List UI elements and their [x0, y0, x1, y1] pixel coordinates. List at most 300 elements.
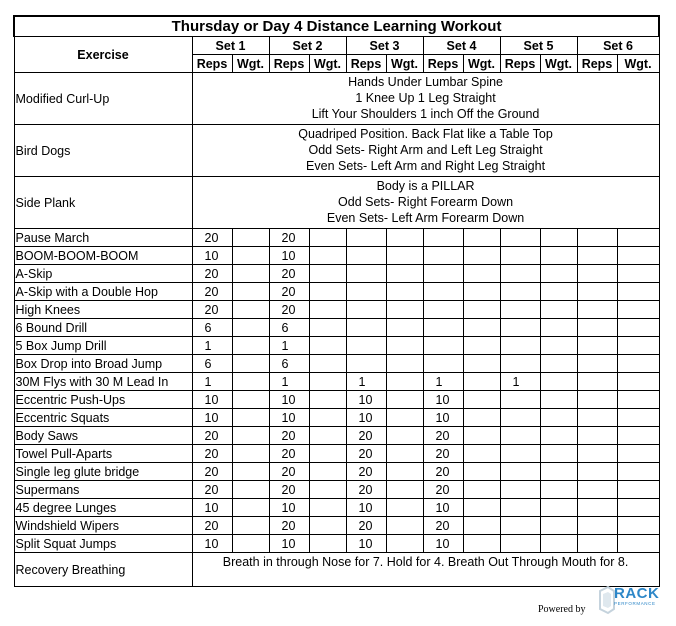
set-3-weight-cell	[386, 247, 423, 265]
set-2-reps-cell: 10	[269, 391, 309, 409]
set-1-weight-cell	[232, 229, 269, 247]
exercise-column-header: Exercise	[14, 37, 192, 73]
set-5-weight-cell	[540, 517, 577, 535]
exercise-name: Supermans	[14, 481, 192, 499]
set-1-reps-cell: 20	[192, 265, 232, 283]
exercise-name: High Knees	[14, 301, 192, 319]
exercise-name: Windshield Wipers	[14, 517, 192, 535]
footer	[538, 583, 663, 619]
weight-header: Wgt.	[232, 55, 269, 73]
set-4-reps-cell	[423, 337, 463, 355]
exercise-name: Towel Pull-Aparts	[14, 445, 192, 463]
reps-header: Reps	[500, 55, 540, 73]
exercise-row	[14, 391, 659, 409]
set-6-weight-cell	[617, 409, 659, 427]
set-1-reps-cell: 6	[192, 319, 232, 337]
set-5-reps-cell	[500, 337, 540, 355]
set-4-reps-cell	[423, 355, 463, 373]
set-4-reps-cell: 20	[423, 463, 463, 481]
set-3-reps-cell	[346, 337, 386, 355]
set-4-reps-cell: 20	[423, 427, 463, 445]
set-3-weight-cell	[386, 319, 423, 337]
reps-header: Reps	[577, 55, 617, 73]
set-1-weight-cell	[232, 337, 269, 355]
set-4-weight-cell	[463, 427, 500, 445]
exercise-name: Eccentric Push-Ups	[14, 391, 192, 409]
set-1-weight-cell	[232, 301, 269, 319]
set-5-reps-cell	[500, 481, 540, 499]
set-5-weight-cell	[540, 283, 577, 301]
exercise-row	[14, 463, 659, 481]
set-2-reps-cell: 6	[269, 355, 309, 373]
set-1-weight-cell	[232, 373, 269, 391]
set-2-weight-cell	[309, 499, 346, 517]
set-2-weight-cell	[309, 283, 346, 301]
set-4-reps-cell: 20	[423, 445, 463, 463]
set-2-weight-cell	[309, 337, 346, 355]
set-6-weight-cell	[617, 535, 659, 553]
set-2-weight-cell	[309, 355, 346, 373]
set-1-reps-cell: 20	[192, 463, 232, 481]
set-1-weight-cell	[232, 481, 269, 499]
set-3-weight-cell	[386, 499, 423, 517]
set-2-weight-cell	[309, 265, 346, 283]
set-6-weight-cell	[617, 445, 659, 463]
exercise-name: Modified Curl-Up	[14, 73, 192, 125]
set-2-reps-cell: 20	[269, 463, 309, 481]
set-2-weight-cell	[309, 481, 346, 499]
exercise-name: Side Plank	[14, 177, 192, 229]
set-3-reps-cell: 1	[346, 373, 386, 391]
set-1-reps-cell: 20	[192, 481, 232, 499]
set-3-header: Set 3	[346, 37, 423, 55]
set-2-header: Set 2	[269, 37, 346, 55]
set-5-reps-cell	[500, 463, 540, 481]
set-3-reps-cell: 10	[346, 535, 386, 553]
set-5-weight-cell	[540, 481, 577, 499]
set-4-reps-cell: 20	[423, 517, 463, 535]
set-2-weight-cell	[309, 247, 346, 265]
reps-header: Reps	[192, 55, 232, 73]
set-5-weight-cell	[540, 355, 577, 373]
exercise-row	[14, 229, 659, 247]
set-1-weight-cell	[232, 445, 269, 463]
exercise-name: A-Skip with a Double Hop	[14, 283, 192, 301]
set-1-reps-cell: 10	[192, 535, 232, 553]
set-2-weight-cell	[309, 463, 346, 481]
set-5-weight-cell	[540, 247, 577, 265]
set-6-weight-cell	[617, 301, 659, 319]
exercise-name: Body Saws	[14, 427, 192, 445]
set-4-weight-cell	[463, 409, 500, 427]
exercise-name: Pause March	[14, 229, 192, 247]
set-2-weight-cell	[309, 445, 346, 463]
set-1-weight-cell	[232, 427, 269, 445]
set-3-weight-cell	[386, 427, 423, 445]
set-1-weight-cell	[232, 319, 269, 337]
set-4-weight-cell	[463, 373, 500, 391]
set-3-reps-cell: 10	[346, 391, 386, 409]
set-1-weight-cell	[232, 247, 269, 265]
note-row	[14, 177, 659, 229]
set-4-reps-cell: 10	[423, 409, 463, 427]
set-4-reps-cell: 10	[423, 499, 463, 517]
instruction-line: Even Sets- Left Arm and Right Leg Straight	[306, 159, 546, 173]
set-6-reps-cell	[577, 283, 617, 301]
set-1-reps-cell: 1	[192, 337, 232, 355]
set-2-reps-cell: 20	[269, 481, 309, 499]
set-5-weight-cell	[540, 319, 577, 337]
set-5-reps-cell	[500, 499, 540, 517]
set-6-reps-cell	[577, 391, 617, 409]
set-3-weight-cell	[386, 481, 423, 499]
set-3-reps-cell	[346, 355, 386, 373]
set-6-weight-cell	[617, 337, 659, 355]
exercise-row	[14, 355, 659, 373]
set-2-reps-cell: 1	[269, 337, 309, 355]
set-3-weight-cell	[386, 265, 423, 283]
set-1-reps-cell: 20	[192, 283, 232, 301]
set-2-weight-cell	[309, 409, 346, 427]
set-2-reps-cell: 20	[269, 283, 309, 301]
exercise-row	[14, 301, 659, 319]
set-1-reps-cell: 20	[192, 301, 232, 319]
set-4-weight-cell	[463, 463, 500, 481]
exercise-row	[14, 337, 659, 355]
set-1-weight-cell	[232, 265, 269, 283]
set-6-reps-cell	[577, 319, 617, 337]
set-3-reps-cell: 20	[346, 427, 386, 445]
set-5-weight-cell	[540, 337, 577, 355]
exercise-row	[14, 481, 659, 499]
set-5-reps-cell	[500, 427, 540, 445]
set-4-weight-cell	[463, 319, 500, 337]
exercise-row	[14, 373, 659, 391]
set-4-reps-cell	[423, 283, 463, 301]
set-1-reps-cell: 1	[192, 373, 232, 391]
exercise-name: Bird Dogs	[14, 125, 192, 177]
set-6-weight-cell	[617, 427, 659, 445]
set-4-weight-cell	[463, 283, 500, 301]
set-3-reps-cell: 20	[346, 481, 386, 499]
set-4-reps-cell	[423, 265, 463, 283]
exercise-name: Recovery Breathing	[14, 553, 192, 587]
set-5-reps-cell	[500, 355, 540, 373]
set-6-reps-cell	[577, 373, 617, 391]
exercise-name: Box Drop into Broad Jump	[14, 355, 192, 373]
set-3-weight-cell	[386, 409, 423, 427]
set-5-weight-cell	[540, 499, 577, 517]
set-3-reps-cell	[346, 283, 386, 301]
set-3-weight-cell	[386, 445, 423, 463]
set-3-reps-cell	[346, 319, 386, 337]
set-4-weight-cell	[463, 499, 500, 517]
exercise-row	[14, 445, 659, 463]
exercise-name: A-Skip	[14, 265, 192, 283]
reps-header: Reps	[423, 55, 463, 73]
set-3-weight-cell	[386, 463, 423, 481]
exercise-row	[14, 247, 659, 265]
set-1-header: Set 1	[192, 37, 269, 55]
set-1-weight-cell	[232, 391, 269, 409]
set-2-weight-cell	[309, 517, 346, 535]
exercise-name: 45 degree Lunges	[14, 499, 192, 517]
set-1-weight-cell	[232, 517, 269, 535]
set-6-weight-cell	[617, 463, 659, 481]
exercise-name: 5 Box Jump Drill	[14, 337, 192, 355]
set-5-weight-cell	[540, 445, 577, 463]
instruction-line: Odd Sets- Right Forearm Down	[338, 195, 514, 209]
set-2-reps-cell: 20	[269, 301, 309, 319]
set-6-weight-cell	[617, 481, 659, 499]
set-4-weight-cell	[463, 301, 500, 319]
set-4-weight-cell	[463, 355, 500, 373]
exercise-row	[14, 265, 659, 283]
set-3-reps-cell	[346, 265, 386, 283]
exercise-name: 6 Bound Drill	[14, 319, 192, 337]
set-5-reps-cell: 1	[500, 373, 540, 391]
set-6-reps-cell	[577, 517, 617, 535]
weight-header: Wgt.	[463, 55, 500, 73]
set-3-reps-cell	[346, 301, 386, 319]
instruction-line: Quadriped Position. Back Flat like a Table Top	[298, 127, 553, 141]
set-2-reps-cell: 10	[269, 499, 309, 517]
set-4-reps-cell	[423, 229, 463, 247]
set-5-weight-cell	[540, 463, 577, 481]
exercise-instructions	[192, 73, 659, 125]
set-1-reps-cell: 10	[192, 409, 232, 427]
reps-header: Reps	[346, 55, 386, 73]
set-6-reps-cell	[577, 355, 617, 373]
set-5-reps-cell	[500, 247, 540, 265]
set-6-reps-cell	[577, 229, 617, 247]
instruction-line: Hands Under Lumbar Spine	[348, 75, 504, 89]
set-3-reps-cell: 20	[346, 517, 386, 535]
set-4-weight-cell	[463, 445, 500, 463]
set-4-header: Set 4	[423, 37, 500, 55]
instruction-line: Lift Your Shoulders 1 inch Off the Ground	[311, 107, 540, 121]
exercise-row	[14, 427, 659, 445]
set-6-weight-cell	[617, 283, 659, 301]
set-1-reps-cell: 20	[192, 517, 232, 535]
set-5-reps-cell	[500, 391, 540, 409]
set-5-reps-cell	[500, 283, 540, 301]
set-2-reps-cell: 20	[269, 229, 309, 247]
exercise-row	[14, 283, 659, 301]
exercise-instructions	[192, 177, 659, 229]
exercise-name: Eccentric Squats	[14, 409, 192, 427]
set-3-weight-cell	[386, 229, 423, 247]
set-4-weight-cell	[463, 535, 500, 553]
set-6-reps-cell	[577, 337, 617, 355]
weight-header: Wgt.	[309, 55, 346, 73]
set-5-weight-cell	[540, 391, 577, 409]
set-3-reps-cell: 20	[346, 463, 386, 481]
set-1-reps-cell: 10	[192, 391, 232, 409]
rack-logo-subtitle: PERFORMANCE	[614, 601, 656, 606]
set-2-weight-cell	[309, 391, 346, 409]
set-6-weight-cell	[617, 391, 659, 409]
set-6-reps-cell	[577, 481, 617, 499]
set-5-header: Set 5	[500, 37, 577, 55]
instruction-line: Odd Sets- Right Arm and Left Leg Straight	[308, 143, 543, 157]
set-2-reps-cell: 20	[269, 427, 309, 445]
set-3-weight-cell	[386, 355, 423, 373]
set-6-reps-cell	[577, 247, 617, 265]
set-4-weight-cell	[463, 517, 500, 535]
set-3-weight-cell	[386, 373, 423, 391]
exercise-row	[14, 499, 659, 517]
set-5-reps-cell	[500, 301, 540, 319]
exercise-name: Single leg glute bridge	[14, 463, 192, 481]
set-2-reps-cell: 10	[269, 535, 309, 553]
set-2-weight-cell	[309, 373, 346, 391]
set-3-weight-cell	[386, 283, 423, 301]
set-1-weight-cell	[232, 535, 269, 553]
instruction-line: Even Sets- Left Arm Forearm Down	[326, 211, 525, 225]
set-3-weight-cell	[386, 391, 423, 409]
set-5-reps-cell	[500, 319, 540, 337]
set-4-reps-cell: 10	[423, 535, 463, 553]
exercise-name: Split Squat Jumps	[14, 535, 192, 553]
set-1-weight-cell	[232, 355, 269, 373]
recovery-instructions: Breath in through Nose for 7. Hold for 4. Breath Out Through Mouth for 8.	[192, 553, 659, 587]
set-4-reps-cell	[423, 301, 463, 319]
set-2-reps-cell: 20	[269, 517, 309, 535]
set-5-reps-cell	[500, 229, 540, 247]
set-3-weight-cell	[386, 301, 423, 319]
workout-title: Thursday or Day 4 Distance Learning Workout	[14, 16, 659, 37]
set-3-reps-cell	[346, 247, 386, 265]
weight-header: Wgt.	[540, 55, 577, 73]
set-5-weight-cell	[540, 427, 577, 445]
set-2-weight-cell	[309, 301, 346, 319]
instruction-line: Body is a PILLAR	[376, 179, 475, 193]
set-1-weight-cell	[232, 409, 269, 427]
instruction-line: 1 Knee Up 1 Leg Straight	[355, 91, 496, 105]
set-5-weight-cell	[540, 265, 577, 283]
set-1-reps-cell: 20	[192, 445, 232, 463]
exercise-row	[14, 535, 659, 553]
set-4-weight-cell	[463, 247, 500, 265]
recovery-row	[14, 553, 659, 587]
set-6-reps-cell	[577, 535, 617, 553]
set-6-weight-cell	[617, 517, 659, 535]
exercise-instructions	[192, 125, 659, 177]
set-2-reps-cell: 20	[269, 265, 309, 283]
exercise-row	[14, 409, 659, 427]
set-1-weight-cell	[232, 463, 269, 481]
set-4-weight-cell	[463, 265, 500, 283]
set-1-reps-cell: 10	[192, 247, 232, 265]
set-6-reps-cell	[577, 265, 617, 283]
set-6-weight-cell	[617, 355, 659, 373]
set-4-weight-cell	[463, 391, 500, 409]
set-3-reps-cell: 20	[346, 445, 386, 463]
set-3-reps-cell	[346, 229, 386, 247]
set-4-weight-cell	[463, 229, 500, 247]
set-header-row	[14, 37, 659, 55]
rack-logo-word: RACK	[614, 585, 660, 602]
set-1-weight-cell	[232, 283, 269, 301]
set-2-reps-cell: 20	[269, 445, 309, 463]
set-6-weight-cell	[617, 319, 659, 337]
set-2-reps-cell: 10	[269, 409, 309, 427]
set-6-reps-cell	[577, 409, 617, 427]
set-6-weight-cell	[617, 499, 659, 517]
set-6-weight-cell	[617, 373, 659, 391]
set-2-reps-cell: 10	[269, 247, 309, 265]
workout-table	[13, 15, 660, 587]
set-4-reps-cell: 20	[423, 481, 463, 499]
exercise-name: BOOM-BOOM-BOOM	[14, 247, 192, 265]
set-6-reps-cell	[577, 301, 617, 319]
set-3-reps-cell: 10	[346, 409, 386, 427]
set-4-reps-cell	[423, 319, 463, 337]
set-1-reps-cell: 10	[192, 499, 232, 517]
set-4-reps-cell: 10	[423, 391, 463, 409]
reps-header: Reps	[269, 55, 309, 73]
set-5-weight-cell	[540, 373, 577, 391]
exercise-name: 30M Flys with 30 M Lead In	[14, 373, 192, 391]
set-5-reps-cell	[500, 535, 540, 553]
set-2-reps-cell: 6	[269, 319, 309, 337]
set-6-header: Set 6	[577, 37, 659, 55]
set-1-weight-cell	[232, 499, 269, 517]
set-2-weight-cell	[309, 319, 346, 337]
set-5-weight-cell	[540, 229, 577, 247]
set-6-weight-cell	[617, 247, 659, 265]
set-3-reps-cell: 10	[346, 499, 386, 517]
set-5-reps-cell	[500, 409, 540, 427]
weight-header: Wgt.	[386, 55, 423, 73]
set-1-reps-cell: 20	[192, 229, 232, 247]
set-6-reps-cell	[577, 445, 617, 463]
set-4-weight-cell	[463, 481, 500, 499]
set-4-reps-cell: 1	[423, 373, 463, 391]
set-6-weight-cell	[617, 229, 659, 247]
set-5-weight-cell	[540, 535, 577, 553]
set-2-weight-cell	[309, 427, 346, 445]
note-row	[14, 73, 659, 125]
set-2-weight-cell	[309, 535, 346, 553]
set-2-reps-cell: 1	[269, 373, 309, 391]
set-2-weight-cell	[309, 229, 346, 247]
set-6-weight-cell	[617, 265, 659, 283]
set-4-reps-cell	[423, 247, 463, 265]
set-1-reps-cell: 20	[192, 427, 232, 445]
set-5-reps-cell	[500, 445, 540, 463]
rack-logo-icon	[596, 585, 616, 615]
weight-header: Wgt.	[617, 55, 659, 73]
set-6-reps-cell	[577, 499, 617, 517]
set-3-weight-cell	[386, 535, 423, 553]
rack-performance-logo	[596, 583, 661, 615]
set-5-reps-cell	[500, 517, 540, 535]
set-5-reps-cell	[500, 265, 540, 283]
set-6-reps-cell	[577, 463, 617, 481]
set-1-reps-cell: 6	[192, 355, 232, 373]
note-row	[14, 125, 659, 177]
set-3-weight-cell	[386, 517, 423, 535]
powered-by-label: Powered by	[538, 604, 586, 615]
set-5-weight-cell	[540, 301, 577, 319]
set-4-weight-cell	[463, 337, 500, 355]
set-6-reps-cell	[577, 427, 617, 445]
exercise-row	[14, 517, 659, 535]
set-5-weight-cell	[540, 409, 577, 427]
exercise-row	[14, 319, 659, 337]
